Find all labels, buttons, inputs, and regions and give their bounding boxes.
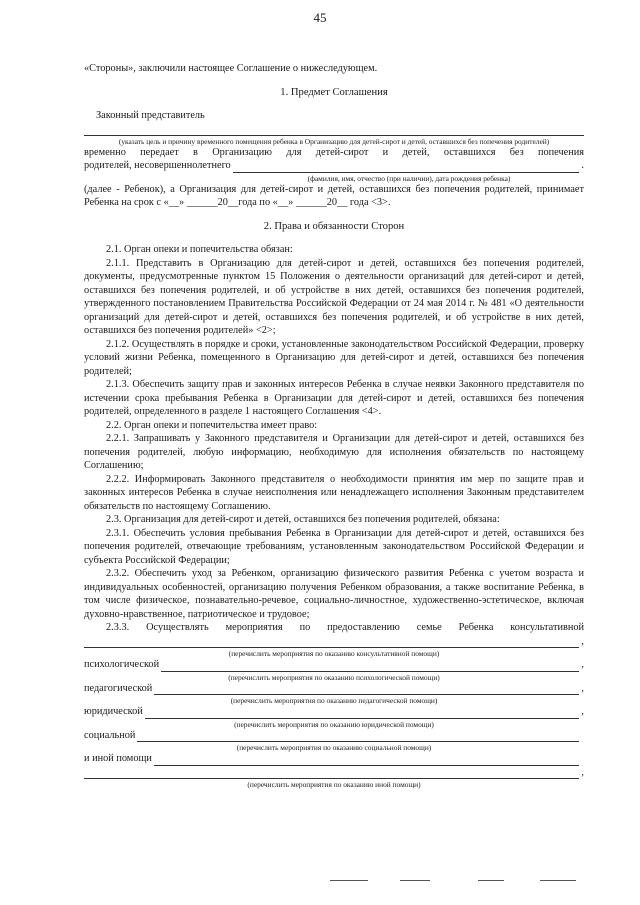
child-name-row	[84, 159, 584, 173]
comma: ,	[581, 766, 584, 778]
note-psych: (перечислить мероприятия по оказанию психологической помощи)	[228, 672, 440, 682]
ped-row	[84, 682, 584, 696]
clause-2-1-3: 2.1.3. Обеспечить защиту прав и законных интересов Ребенка в случае неявки Законного представителя по истечении срока пребывания Ребенка в Организации для детей-сирот и детей, оставшихся без попечения родителей, определенного в разделе 1 настоящего Соглашения <4>.	[84, 379, 584, 417]
label-ped: педагогической	[84, 682, 153, 694]
intro-text: «Стороны», заключили настоящее Соглашение о нижеследующем.	[84, 63, 378, 74]
section1-para1-line2: родителей, несовершеннолетнего	[84, 160, 231, 171]
footer-rule-4	[540, 880, 576, 881]
label-other: и иной помощи	[84, 753, 152, 764]
footer-rule-3	[478, 880, 504, 881]
clause-2-3-1: 2.3.1. Обеспечить условия пребывания Ребенка в Организации для детей-сирот и детей, оставшихся без попечения родителей, отвечающие требованиям, установленным законодательством Российской Федерации и субъекта Российской Федерации;	[84, 527, 584, 566]
clause-2-2: 2.2. Орган опеки и попечительства имеет право:	[106, 419, 318, 431]
section1-title: 1. Предмет Соглашения	[280, 86, 388, 98]
clause-2-1-1: 2.1.1. Представить в Организацию для детей-сирот и детей, оставшихся без попечения родителей, документы, предусмотренные пунктом 15 Положения о деятельности организаций для детей-сирот и детей, оставшихся без попечения родителей, и об устройстве в них детей, оставшихся без попечения родителей, утвержденного постановлением Правительства Российской Федерации от 24 мая 2014 г. № 481 «О деятельности организаций для детей-сирот и детей, оставшихся без попечения родителей, и об устройстве в них детей, оставшихся без попечения родителей» <2>;	[84, 257, 584, 336]
label-jur: юридической	[84, 706, 143, 717]
clause-2-2-1: 2.2.1. Запрашивать у Законного представителя и Организации для детей-сирот и детей, оставшихся без попечения родителей, любую информацию, необходимую для исполнения обязательств по настоящему Соглашению;	[84, 433, 584, 471]
footer-rule-2	[400, 880, 430, 881]
representative-label: Законный представитель	[96, 110, 205, 121]
clause-2-3-2: 2.3.2. Обеспечить уход за Ребенком, организацию физического развития Ребенка с учетом возраста и индивидуальных особенностей, организацию получения Ребенком образования, а также воспитание Ребенка, в том числе физическое, познавательно-речевое, социально-личностное, художественно-эстетическое, включая духовно-нравственное, патриотическое и трудовое;	[84, 568, 584, 620]
note-jur: (перечислить мероприятия по оказанию юридической помощи)	[234, 719, 434, 729]
label-psych: психологической	[84, 659, 160, 670]
label-soc: социальной	[84, 729, 136, 741]
comma: ,	[581, 659, 584, 670]
period: .	[581, 160, 584, 171]
footer-rule-1	[330, 880, 368, 881]
ped-field[interactable]	[154, 683, 579, 695]
other-row-2	[84, 766, 584, 780]
section1-para2: (далее - Ребенок), а Организация для детей-сирот и детей, оставшихся без попечения родителей, принимает Ребенка на срок с «__» ______20__года по «__» ______20__ года <3>.	[84, 183, 584, 208]
comma: ,	[581, 706, 584, 717]
other-row	[84, 752, 584, 766]
clause-2-3-3: 2.3.3. Осуществлять мероприятия по предоставлению семье Ребенка консультативной	[106, 622, 584, 633]
note-other: (перечислить мероприятия по оказанию иной помощи)	[247, 780, 421, 789]
consult-field[interactable]	[84, 636, 579, 648]
document-body	[84, 62, 584, 789]
clause-2-1: 2.1. Орган опеки и попечительства обязан:	[106, 244, 293, 255]
comma: ,	[581, 682, 584, 694]
note-purpose: (указать цель и причину временного помещения ребенка в Организацию для детей-сирот и детей, оставшихся без попечения родителей)	[84, 135, 584, 146]
child-name-field[interactable]	[233, 161, 580, 173]
consult-row	[84, 635, 584, 649]
psych-field[interactable]	[161, 660, 579, 672]
section1-para1-line1: временно передает в Организацию для детей-сирот и детей, оставшихся без попечения	[84, 146, 584, 158]
soc-row	[84, 729, 584, 743]
clause-2-2-2: 2.2.2. Информировать Законного представителя о необходимости принятия им мер по защите прав и законных интересов Ребенка в случае неисполнения или ненадлежащего исполнения Законным представителем обязательств по настоящему Соглашению.	[84, 473, 584, 512]
other-field[interactable]	[154, 754, 580, 766]
psych-row	[84, 658, 584, 672]
soc-field[interactable]	[137, 730, 579, 742]
other-field-2[interactable]	[84, 767, 579, 779]
clause-2-3: 2.3. Организация для детей-сирот и детей, оставшихся без попечения родителей, обязана:	[106, 514, 500, 525]
note-ped: (перечислить мероприятия по оказанию педагогической помощи)	[230, 696, 438, 705]
jur-row	[84, 705, 584, 719]
note-child: (фамилия, имя, отчество (при наличии), дата рождения ребенка)	[307, 173, 511, 183]
clause-2-1-2: 2.1.2. Осуществлять в порядке и сроки, установленные законодательством Российской Федерации, проверку условий жизни Ребенка, помещенного в Организацию для детей-сирот и детей, оставшихся без попечения родителей;	[84, 338, 584, 377]
page-number: 45	[313, 10, 327, 25]
note-soc: (перечислить мероприятия по оказанию социальной помощи)	[236, 743, 432, 752]
section2-title: 2. Права и обязанности Сторон	[263, 220, 405, 232]
jur-field[interactable]	[145, 707, 580, 719]
note-consult: (перечислить мероприятия по оказанию консультативной помощи)	[228, 649, 440, 658]
comma: ,	[581, 635, 584, 647]
